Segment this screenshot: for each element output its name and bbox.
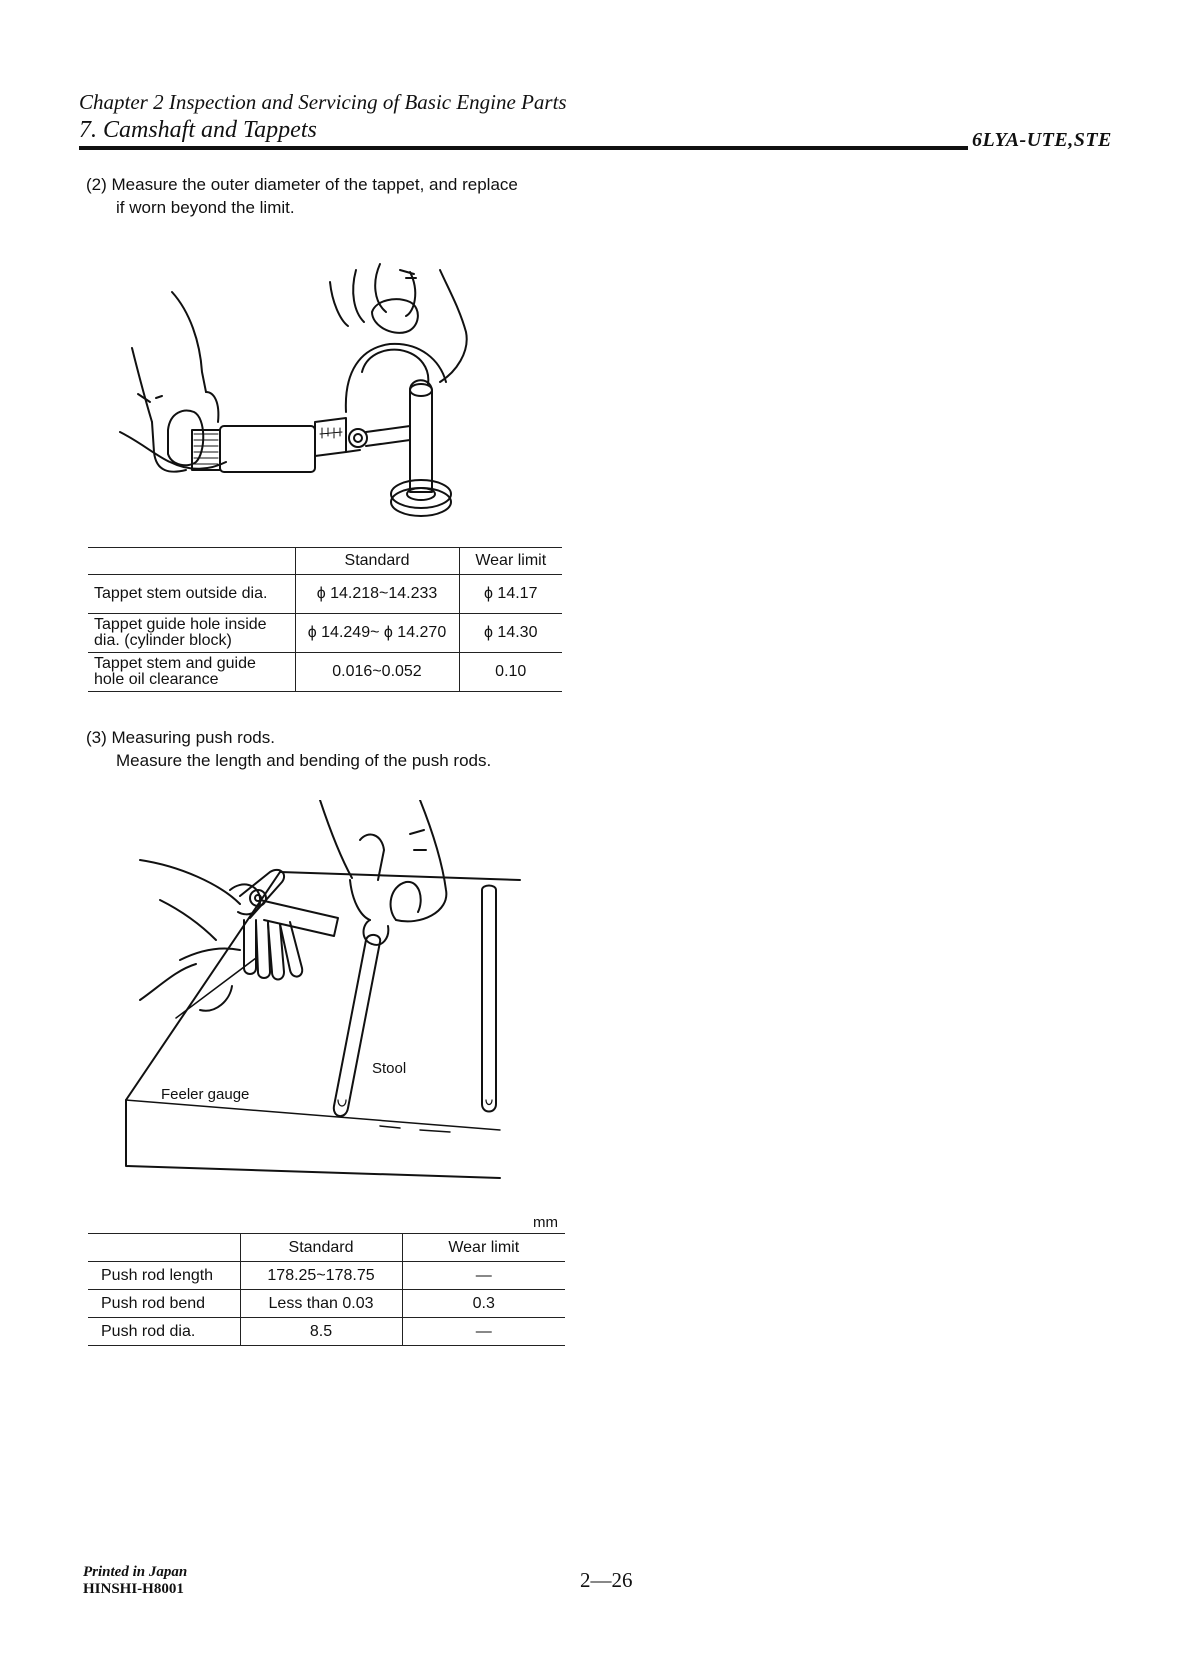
section-title: 7. Camshaft and Tappets [79, 117, 317, 143]
step-3-text [86, 726, 606, 772]
limit-cell: 0.3 [402, 1290, 565, 1318]
table-header-cell: Standard [240, 1234, 402, 1262]
item-cell: Tappet stem and guide hole oil clearance [88, 653, 295, 692]
item-cell: Tappet stem outside dia. [88, 575, 295, 614]
feeler-gauge-label: Feeler gauge [161, 1086, 250, 1103]
standard-cell: ϕ 14.218~14.233 [295, 575, 459, 614]
table-header-row [88, 548, 562, 575]
stool-label: Stool [372, 1060, 407, 1077]
item-cell: Push rod dia. [88, 1318, 240, 1346]
limit-cell: ϕ 14.30 [459, 614, 562, 653]
step-3-line-2: Measure the length and bending of the push rods. [116, 751, 492, 770]
limit-cell: 0.10 [459, 653, 562, 692]
item-cell: Push rod length [88, 1262, 240, 1290]
table-header-cell [88, 1234, 240, 1262]
table-row [88, 575, 562, 614]
step-2-line-2: if worn beyond the limit. [116, 198, 295, 217]
model-label: 6LYA-UTE,STE [972, 129, 1112, 151]
table-row [88, 1318, 565, 1346]
micrometer-tappet-illustration [110, 262, 530, 522]
footer-print-info [83, 1564, 187, 1598]
chapter-title: Chapter 2 Inspection and Servicing of Basic Engine Parts [79, 90, 567, 114]
table-header-cell: Wear limit [459, 548, 562, 575]
step-2-text [86, 173, 606, 219]
item-cell: Tappet guide hole inside dia. (cylinder block) [88, 614, 295, 653]
limit-cell: ϕ 14.17 [459, 575, 562, 614]
table-header-row [88, 1234, 565, 1262]
step-3-line-1: (3) Measuring push rods. [86, 728, 275, 747]
standard-cell: ϕ 14.249~ ϕ 14.270 [295, 614, 459, 653]
table-row [88, 1290, 565, 1318]
unit-label: mm [533, 1214, 558, 1231]
tappet-spec-table [88, 547, 562, 692]
table-row [88, 653, 562, 692]
document-code: HINSHI-H8001 [83, 1581, 184, 1597]
standard-cell: 8.5 [240, 1318, 402, 1346]
standard-cell: Less than 0.03 [240, 1290, 402, 1318]
printed-in-japan: Printed in Japan [83, 1564, 188, 1580]
table-header-cell [88, 548, 295, 575]
limit-cell: — [402, 1262, 565, 1290]
standard-cell: 178.25~178.75 [240, 1262, 402, 1290]
table-header-cell: Standard [295, 548, 459, 575]
limit-cell: — [402, 1318, 565, 1346]
feeler-gauge-pushrod-illustration [120, 800, 540, 1200]
push-rod-spec-table [88, 1233, 565, 1346]
table-row [88, 614, 562, 653]
standard-cell: 0.016~0.052 [295, 653, 459, 692]
page-number: 2—26 [580, 1568, 633, 1592]
table-header-cell: Wear limit [402, 1234, 565, 1262]
item-cell: Push rod bend [88, 1290, 240, 1318]
table-row [88, 1262, 565, 1290]
header-rule [79, 146, 968, 150]
step-2-line-1: (2) Measure the outer diameter of the tappet, and replace [86, 175, 518, 194]
